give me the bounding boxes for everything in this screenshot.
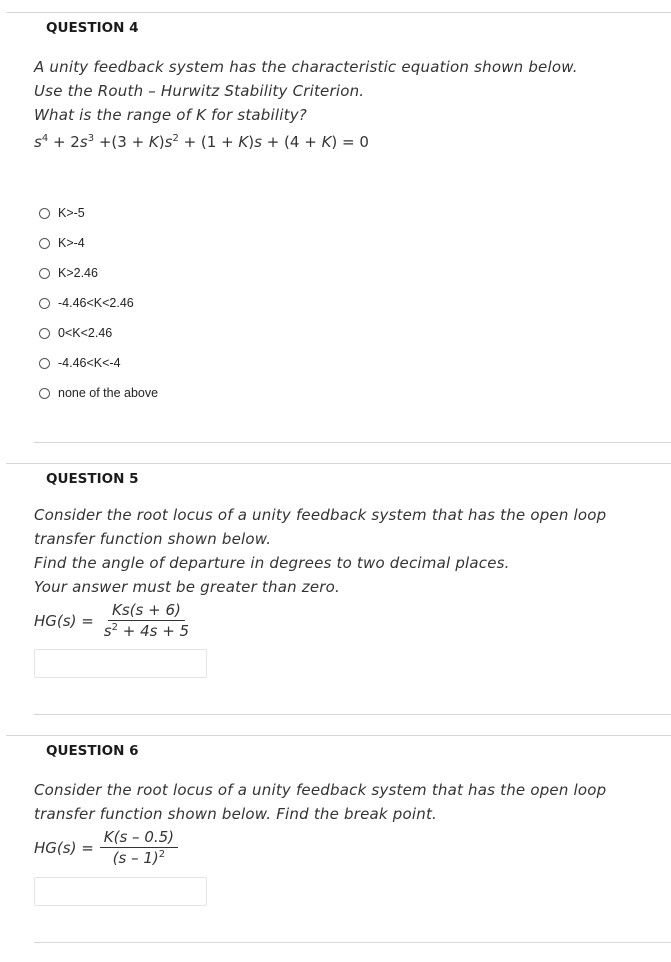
tf-fraction — [100, 601, 193, 640]
option-label[interactable]: -4.46<K<2.46 — [58, 296, 134, 310]
tf-denominator: (s – 1)$^2$ — [112, 849, 166, 867]
option-label[interactable]: 0<K<2.46 — [58, 326, 113, 340]
q6-transfer-function — [34, 828, 178, 867]
q4-option-4[interactable] — [39, 294, 134, 312]
q4-option-6[interactable] — [39, 354, 121, 372]
q5-text-line-1: Consider the root locus of a unity feedback system that has the open loop — [34, 506, 607, 524]
q4-option-3[interactable] — [39, 264, 98, 282]
question-6-title: QUESTION 6 — [46, 743, 139, 759]
radio-button[interactable] — [39, 328, 50, 339]
option-label[interactable]: K>2.46 — [58, 266, 98, 280]
radio-button[interactable] — [39, 388, 50, 399]
q4-option-7[interactable] — [39, 384, 158, 402]
tf-lhs: HG(s) = — [34, 838, 94, 857]
q4-text-line-3: What is the range of K for stability? — [34, 106, 307, 124]
option-label[interactable]: K>-5 — [58, 206, 85, 220]
q6-answer-input[interactable] — [34, 877, 207, 906]
q4-characteristic-equation: $s^4 + 2s^3 +(3 + K)s^2 + (1 + K)s + (4 + K) = 0$ — [34, 133, 369, 151]
divider-q4-bottom — [34, 442, 671, 443]
option-label[interactable]: K>-4 — [58, 236, 85, 250]
tf-numerator: Ks(s + 6) — [108, 601, 185, 621]
radio-button[interactable] — [39, 298, 50, 309]
q6-text-line-1: Consider the root locus of a unity feedback system that has the open loop — [34, 781, 607, 799]
divider-q5-top — [6, 463, 671, 464]
q4-option-1[interactable] — [39, 204, 85, 222]
divider-q6-bottom — [34, 942, 671, 943]
q4-text-line-1: A unity feedback system has the characteristic equation shown below. — [34, 58, 578, 76]
q4-option-2[interactable] — [39, 234, 85, 252]
q5-text-line-2: transfer function shown below. — [34, 530, 272, 548]
question-4-title: QUESTION 4 — [46, 20, 139, 36]
q5-text-line-4: Your answer must be greater than zero. — [34, 578, 341, 596]
option-label[interactable]: none of the above — [58, 386, 159, 400]
q4-text-line-2: Use the Routh – Hurwitz Stability Criterion. — [34, 82, 365, 100]
tf-denominator: $s^2 + 4s + 5$ — [103, 622, 190, 640]
question-5-title: QUESTION 5 — [46, 471, 139, 487]
radio-button[interactable] — [39, 358, 50, 369]
tf-fraction — [100, 828, 178, 867]
radio-button[interactable] — [39, 268, 50, 279]
q5-transfer-function — [34, 601, 193, 640]
q5-text-line-3: Find the angle of departure in degrees to two decimal places. — [34, 554, 510, 572]
divider-q6-top — [6, 735, 671, 736]
radio-button[interactable] — [39, 208, 50, 219]
tf-lhs: HG(s) = — [34, 611, 94, 630]
radio-button[interactable] — [39, 238, 50, 249]
q4-option-5[interactable] — [39, 324, 112, 342]
tf-numerator: K(s – 0.5) — [100, 828, 178, 848]
q5-answer-input[interactable] — [34, 649, 207, 678]
divider-top — [6, 12, 671, 13]
divider-q5-bottom — [34, 714, 671, 715]
q6-text-line-2: transfer function shown below. Find the break point. — [34, 805, 437, 823]
option-label[interactable]: -4.46<K<-4 — [58, 356, 121, 370]
